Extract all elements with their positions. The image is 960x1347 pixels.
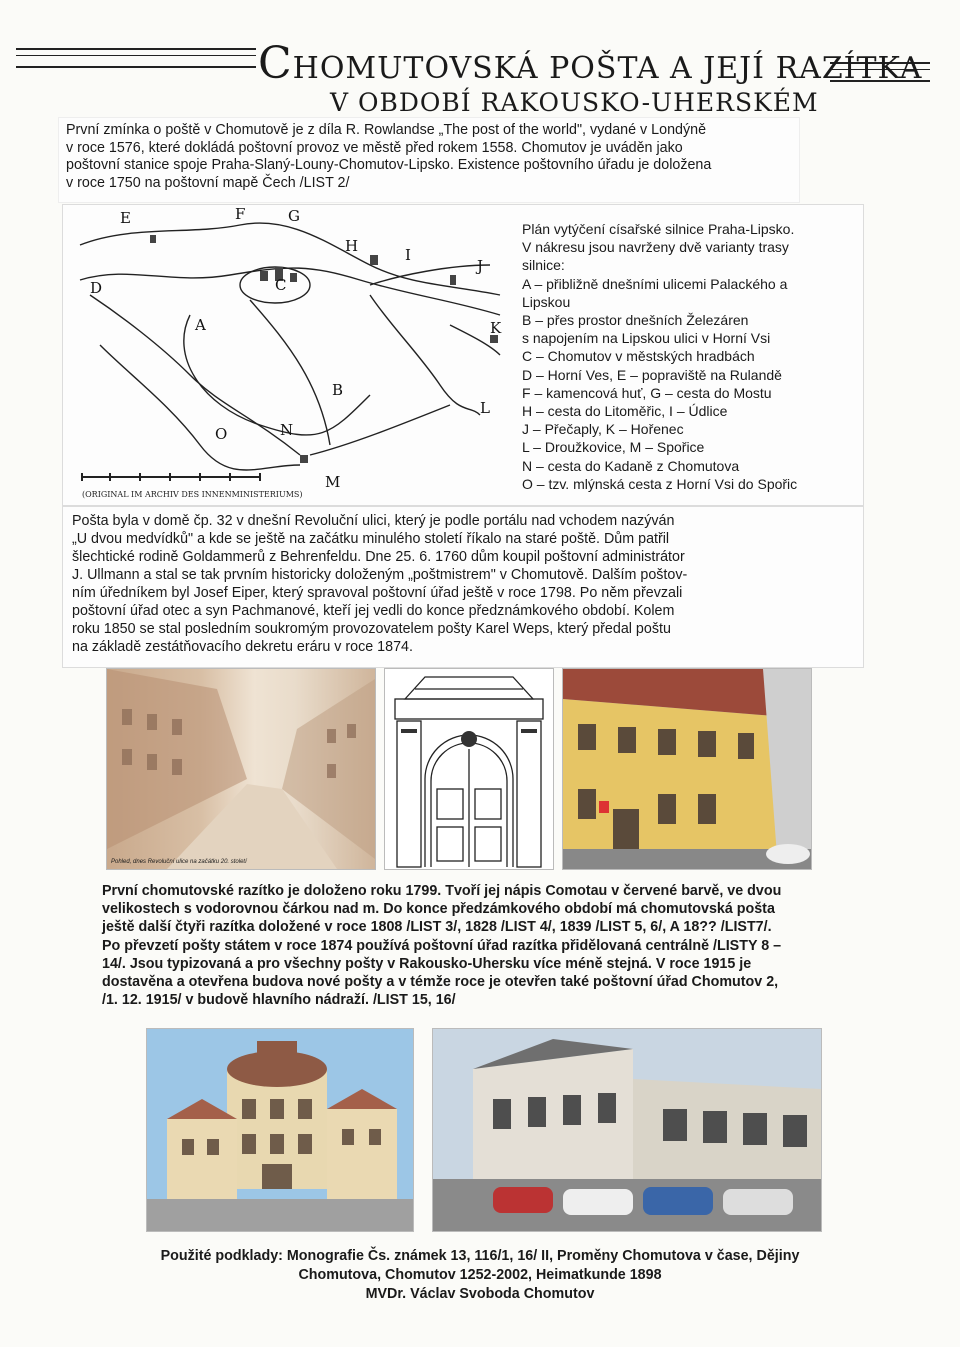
portal-drawing xyxy=(384,668,554,870)
map-label-e: E xyxy=(120,209,131,227)
legend-line: D – Horní Ves, E – popraviště na Rulandě xyxy=(522,366,782,383)
history-line: na základě zestátňovacího dekretu eráru v roce 1874. xyxy=(72,639,413,655)
map-label-o: O xyxy=(215,425,228,443)
stamps-line: ještě další čtyři razítka doložené v roce 1808 /LIST 3/, 1828 /LIST 4/, 1839 /LIST 5, 6/, A 18?? /LIST7/. xyxy=(102,919,772,936)
legend-line: O – tzv. mlýnská cesta z Horní Vsi do Spořic xyxy=(522,475,798,492)
stamps-line: Po převzetí pošty státem v roce 1874 používá poštovní úřad razítka přidělovaná centrálně /LISTY 8 – xyxy=(102,937,782,954)
map-label-j: J xyxy=(477,257,484,275)
photo-street-old xyxy=(106,668,376,870)
map-label-i: I xyxy=(405,246,411,264)
map-label-d: D xyxy=(90,279,103,297)
history-line: „U dvou medvídků" a kde se ještě na začátku minulého století říkalo na staré poště. Dům patřil xyxy=(72,531,670,547)
legend-line: V nákresu jsou navrženy dvě varianty trasy xyxy=(522,239,789,256)
photo-station-post xyxy=(432,1028,822,1232)
title-rule-left xyxy=(16,48,256,68)
legend-line: F – kamencová huť, G – cesta do Mostu xyxy=(522,384,772,401)
stamps-line: 14/. Jsou typizovaná a pro všechny pošty v Rakousko-Uhersku více méně stejná. V roce 1915 je xyxy=(102,955,752,972)
page-title: CHOMUTOVSKÁ POŠTA A JEJÍ RAZÍTKA xyxy=(258,38,923,89)
stamps-paragraph xyxy=(102,882,822,1009)
history-line: poštovní úřad otec a syn Pachmanové, kteří jej vedli do konce předznámkového období. Kolem xyxy=(72,603,675,619)
legend-line: L – Droužkovice, M – Spořice xyxy=(522,439,705,456)
author-line: MVDr. Václav Svoboda Chomutov xyxy=(365,1286,595,1302)
map-label-m: M xyxy=(325,473,341,491)
legend-line: silnice: xyxy=(522,257,565,274)
legend-line: A – přibližně dnešními ulicemi Palackého a xyxy=(522,275,788,292)
sources-line: Použité podklady: Monografie Čs. známek 13, 116/1, 16/ II, Proměny Chomutova v čase, Dějiny xyxy=(160,1248,800,1264)
map-legend xyxy=(522,220,852,493)
stamps-line: dostavěna a otevřena budova nové pošty a v témže roce je otevřen také poštovní úřad Chomutov 2, xyxy=(102,974,779,991)
legend-line: Plán vytýčení císařské silnice Praha-Lipsko. xyxy=(522,221,795,237)
map-label-h: H xyxy=(345,237,359,255)
map-label-g: G xyxy=(288,207,300,225)
sources-block xyxy=(0,1247,960,1304)
legend-line: J – Přečaply, K – Hořenec xyxy=(522,421,684,438)
legend-line: s napojením na Lipskou ulici v Horní Vsi xyxy=(522,330,771,347)
photo-post-house xyxy=(562,668,812,870)
history-line: J. Ullmann a stal se tak prvním historicky doloženým „poštmistrem" v Chomutově. Dalším poštov- xyxy=(72,567,688,583)
stamps-line: /1. 12. 1915/ v budově hlavního nádraží. /LIST 15, 16/ xyxy=(102,992,456,1009)
history-line: Pošta byla v domě čp. 32 v dnešní Revoluční ulici, který je podle portálu nad vchodem nazýván xyxy=(72,513,675,529)
legend-line: N – cesta do Kadaně z Chomutova xyxy=(522,457,740,474)
stamps-line: velikostech s vodorovnou čárkou nad m. Do konce předzámkového období má chomutovská pošta xyxy=(102,901,775,918)
map-label-f: F xyxy=(235,205,246,223)
map-label-c: C xyxy=(275,276,287,294)
legend-line: C – Chomutov v městských hradbách xyxy=(522,348,755,365)
photo-caption: Pohled, dnes Revoluční ulice na začátku 20. století xyxy=(111,859,247,865)
intro-line: poštovní stanice spoje Praha-Slaný-Louny-Chomutov-Lipsko. Existence poštovního úřadu je doložena xyxy=(66,157,712,173)
legend-line: B – přes prostor dnešních Železáren xyxy=(522,312,749,329)
map-label-n: N xyxy=(280,421,294,439)
intro-paragraph xyxy=(66,122,826,192)
history-line: roku 1850 se stal posledním soukromým provozovatelem pošty Karel Weps, který předal poštu xyxy=(72,621,671,637)
map-label-k: K xyxy=(490,319,502,337)
stamps-line: První chomutovské razítko je doloženo roku 1799. Tvoří jej nápis Comotau v červené barvě, ve dvou xyxy=(102,883,782,899)
legend-line: Lipskou xyxy=(522,293,571,310)
history-line: ním úředníkem byl Josef Eiper, který spravoval poštovní úřad ještě v roce 1798. Po něm převzali xyxy=(72,585,683,601)
sources-line: Chomutova, Chomutov 1252-2002, Heimatkunde 1898 xyxy=(298,1267,662,1283)
intro-line: v roce 1576, které dokládá poštovní provoz ve městě před rokem 1558. Chomutov je uváděn jako xyxy=(66,139,683,156)
intro-line: První zmínka o poště v Chomutově je z díla R. Rowlandse „The post of the world", vydané v Londýně xyxy=(66,122,707,138)
road-plan-map xyxy=(70,205,510,505)
map-archive-caption: (ORIGINAL IM ARCHIV DES INNENMINISTERIUMS) xyxy=(82,490,303,499)
map-label-l: L xyxy=(480,399,490,417)
history-line: šlechtické rodině Goldammerů z Behrenfeldu. Dne 25. 6. 1760 dům koupil poštovní administrátor xyxy=(72,549,685,565)
map-label-b: B xyxy=(332,381,344,399)
intro-line: v roce 1750 na poštovní mapě Čech /LIST 2/ xyxy=(66,174,350,191)
history-paragraph xyxy=(72,512,862,656)
photo-new-post-building xyxy=(146,1028,414,1232)
map-label-a: A xyxy=(195,316,206,334)
legend-line: H – cesta do Litoměřic, I – Údlice xyxy=(522,403,728,420)
page-subtitle: V OBDOBÍ RAKOUSKO-UHERSKÉM xyxy=(330,88,819,117)
